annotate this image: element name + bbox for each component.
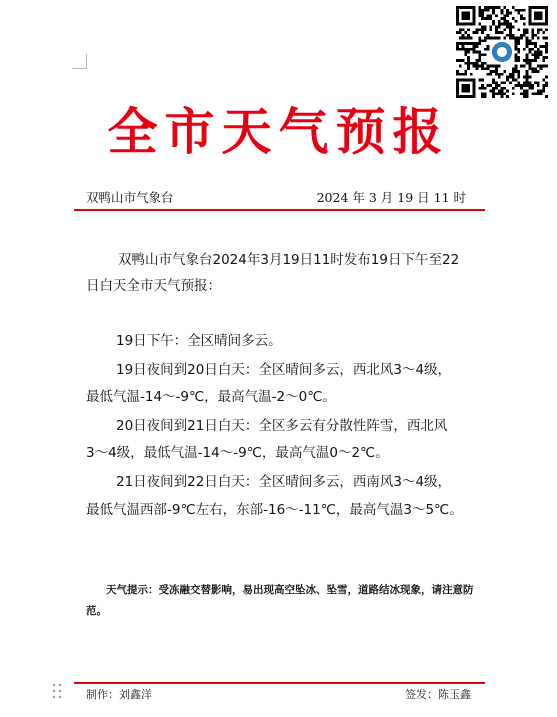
- forecast-line: 最低气温-14～-9℃，最高气温-2～0℃。: [86, 389, 336, 405]
- qr-code-icon: [456, 6, 548, 98]
- forecast-line: 19日夜间到20日白天：全区晴间多云，西北风3～4级，: [116, 362, 452, 378]
- forecast-line: 最低气温西部-9℃左右，东部-16～-11℃，最高气温3～5℃。: [86, 502, 463, 518]
- footer-divider: [74, 682, 485, 684]
- intro-line: 双鸭山市气象台2024年3月19日11时发布19日下午至22: [118, 252, 460, 268]
- issuing-org: 双鸭山市气象台: [86, 190, 174, 205]
- forecast-line: 21日夜间到22日白天：全区晴间多云，西南风3～4级，: [116, 474, 452, 490]
- red-divider: [74, 209, 485, 211]
- issue-time: 2024 年 3 月 19 日 11 时: [316, 190, 466, 205]
- page-title: 全市天气预报: [107, 102, 450, 161]
- forecast-line: 20日夜间到21日白天：全区多云有分散性阵雪，西北风: [116, 418, 448, 434]
- drag-handle-icon[interactable]: [52, 682, 62, 700]
- signer: 签发：陈玉鑫: [405, 688, 471, 701]
- weather-tip: 天气提示：受冻融交替影响，易出现高空坠冰、坠雪，道路结冰现象，请注意防范。: [86, 584, 474, 617]
- crop-mark: [72, 54, 87, 69]
- forecast-line: 19日下午：全区晴间多云。: [116, 333, 282, 349]
- intro-line: 日白天全市天气预报：: [86, 278, 221, 294]
- forecast-line: 3～4级，最低气温-14～-9℃，最高气温0～2℃。: [86, 445, 389, 461]
- author: 制作：刘鑫洋: [86, 688, 152, 701]
